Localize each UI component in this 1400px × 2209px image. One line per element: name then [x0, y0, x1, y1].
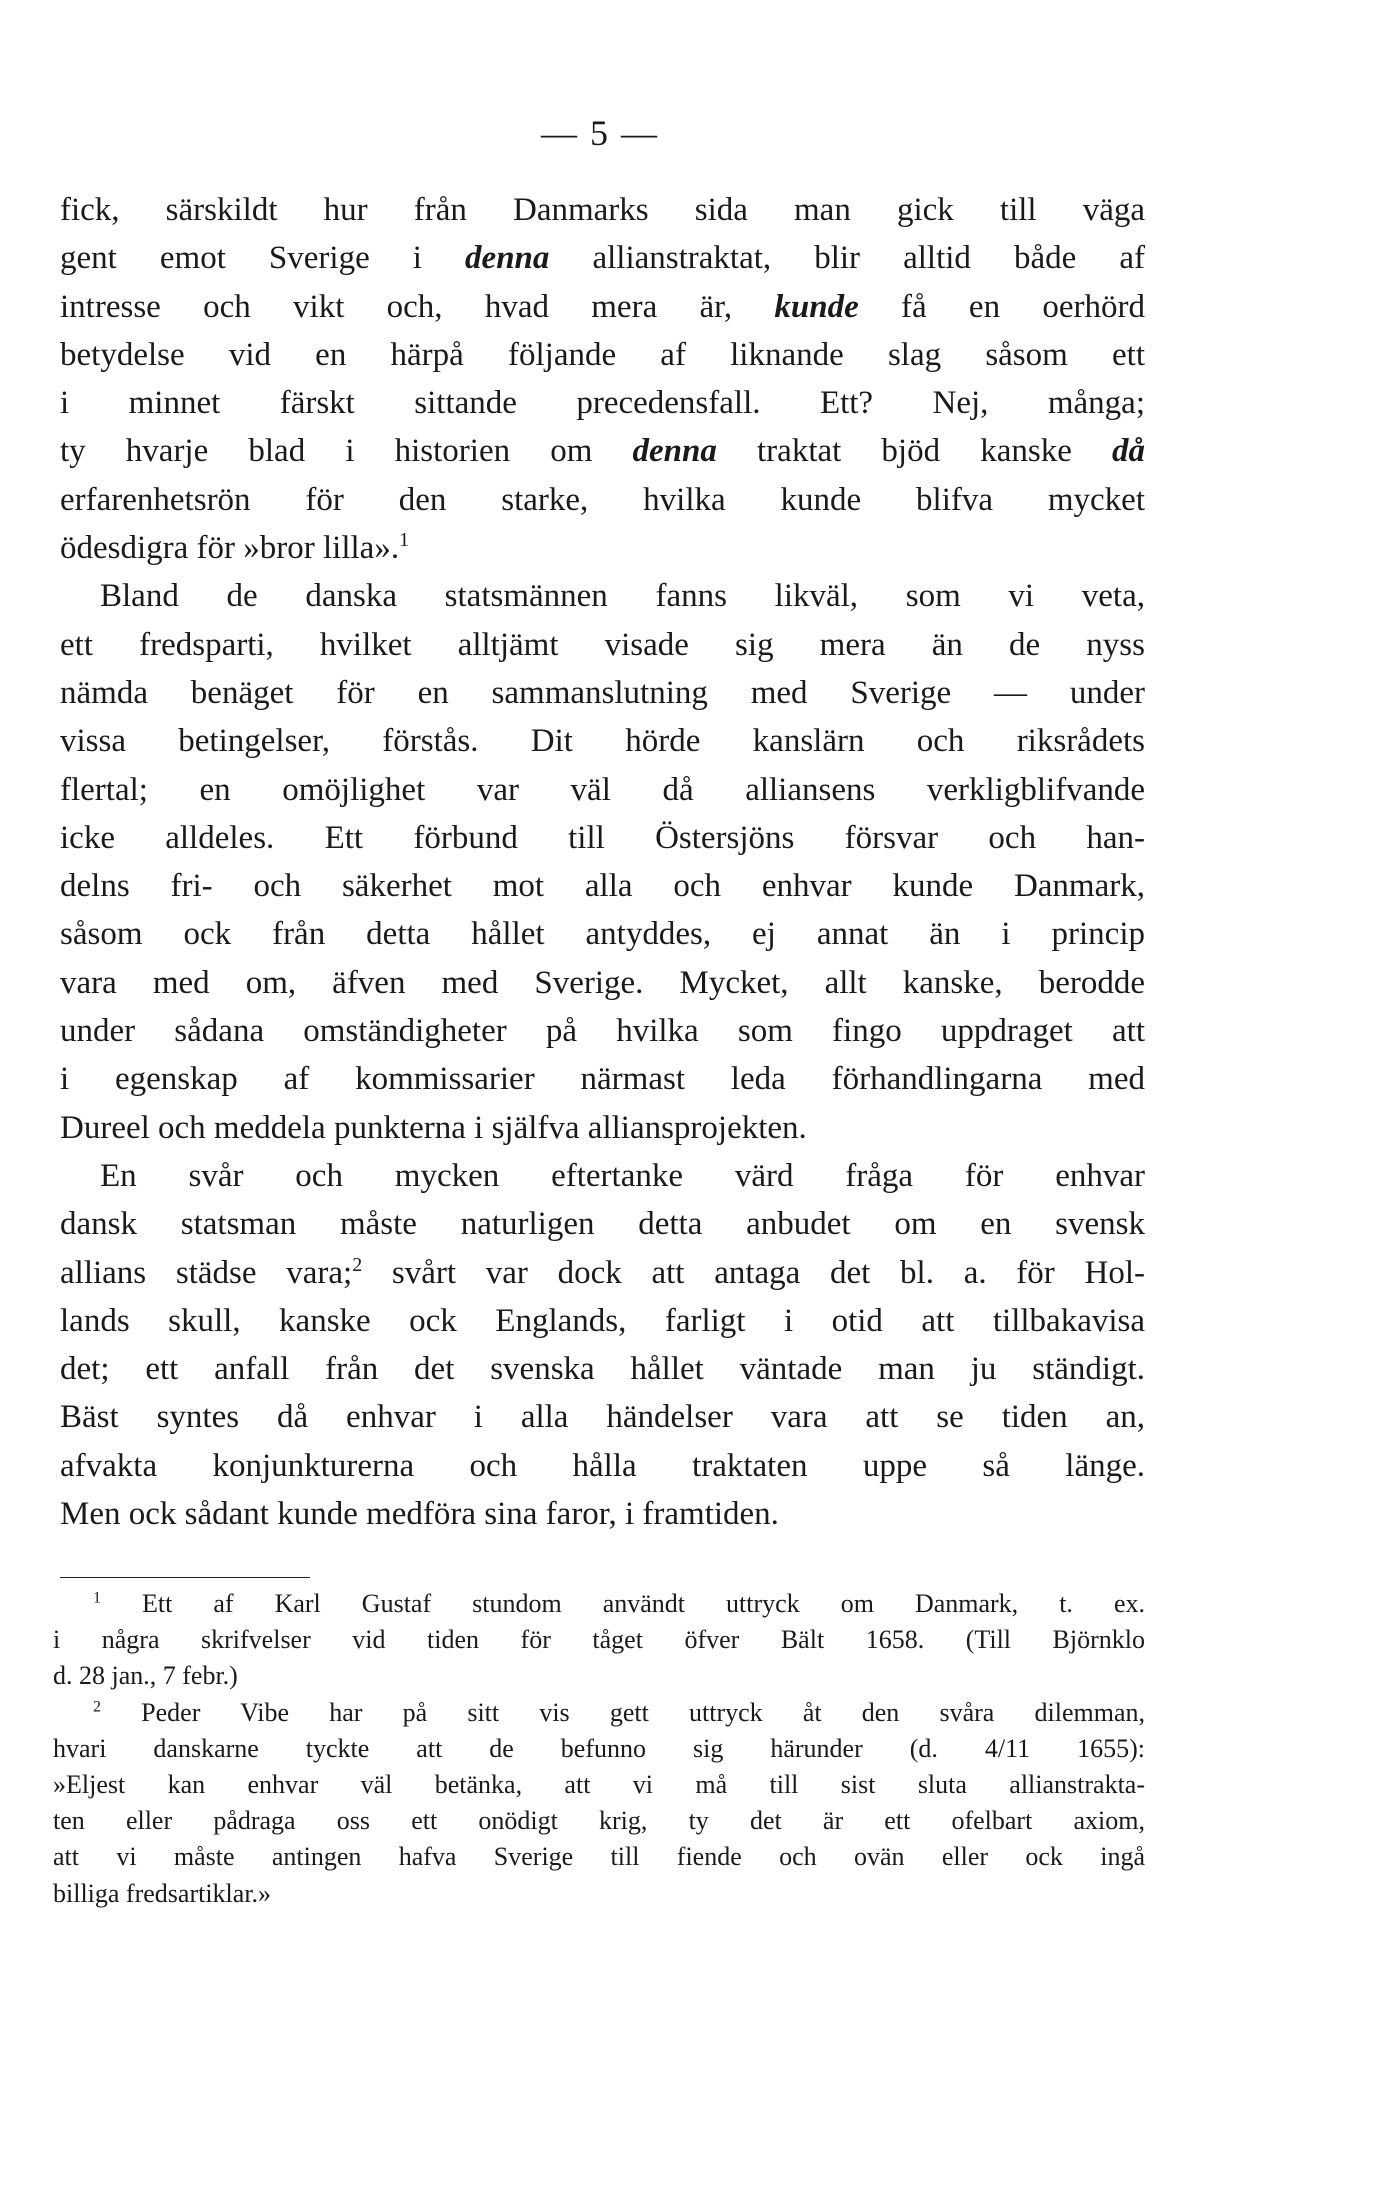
text-line: lands skull, kanske ock Englands, farligt i otid att tillbakavisa: [60, 1302, 1145, 1339]
text-line: betydelse vid en härpå följande af liknande slag såsom ett: [60, 336, 1145, 373]
footnote-line: hvari danskarne tyckte att de befunno sig härunder (d. 4/11 1655):: [53, 1733, 1145, 1763]
footnotes: [53, 1586, 1145, 1912]
text-line: i minnet färskt sittande precedensfall. Ett? Nej, många;: [60, 385, 1145, 422]
text-line: erfarenhetsrön för den starke, hvilka kunde blifva mycket: [60, 481, 1145, 518]
footnote-line: d. 28 jan., 7 febr.): [53, 1661, 238, 1691]
text-line: Bäst syntes då enhvar i alla händelser vara att se tiden an,: [60, 1399, 1145, 1436]
text-line: icke alldeles. Ett förbund till Östersjöns försvar och han-: [60, 819, 1145, 856]
footnote-line: $^2$ Peder Vibe har på sitt vis gett uttryck åt den svåra dilemman,: [93, 1697, 1145, 1727]
emphasis: då: [1112, 433, 1145, 470]
text-line: ödesdigra för »bror lilla».$^1$: [60, 529, 410, 567]
text-line: såsom ock från detta hållet antyddes, ej annat än i princip: [60, 916, 1145, 953]
footnote-mark: 2: [93, 1697, 101, 1715]
text-line: delns fri- och säkerhet mot alla och enhvar kunde Danmark,: [60, 868, 1145, 905]
footnote-line: ten eller pådraga oss ett onödigt krig, ty det är ett ofelbart axiom,: [53, 1806, 1145, 1836]
footnote-line: »Eljest kan enhvar väl betänka, att vi må till sist sluta allianstrakta-: [53, 1769, 1145, 1799]
text-line: fick, särskildt hur från Danmarks sida man gick till väga: [60, 192, 1145, 228]
text-line: i egenskap af kommissarier närmast leda förhandlingarna med: [60, 1061, 1145, 1098]
paragraph-start: En svår och mycken eftertanke värd fråga för enhvar: [100, 1157, 1145, 1194]
footnote-ref: 2: [352, 1253, 363, 1276]
text-line: gent emot Sverige i denna allianstraktat, blir alltid både af: [60, 240, 1145, 277]
text-line: Dureel och meddela punkterna i själfva alliansprojekten.: [60, 1109, 807, 1146]
footnote-line: billiga fredsartiklar.»: [53, 1878, 272, 1908]
footnote-mark: 1: [93, 1589, 101, 1607]
text-line: allians städse vara;$^2$ svårt var dock att antaga det bl. a. för Hol-: [60, 1253, 1145, 1291]
footnote-line: att vi måste antingen hafva Sverige till fiende och ovän eller ock ingå: [53, 1842, 1145, 1872]
main-text: [60, 186, 1145, 1538]
paragraph-start: Bland de danska statsmännen fanns likväl, som vi veta,: [100, 578, 1145, 615]
text-line: dansk statsman måste naturligen detta anbudet om en svensk: [60, 1206, 1145, 1243]
text-line: nämda benäget för en sammanslutning med Sverige — under: [60, 674, 1145, 711]
text-line: afvakta konjunkturerna och hålla traktaten uppe så länge.: [60, 1447, 1145, 1484]
emphasis: denna: [465, 240, 550, 277]
text-line: vara med om, äfven med Sverige. Mycket, allt kanske, berodde: [60, 964, 1145, 1001]
text-line: vissa betingelser, förstås. Dit hörde kanslärn och riksrådets: [60, 723, 1145, 760]
page-number: — 5 —: [541, 113, 659, 153]
footnote-line: i några skrifvelser vid tiden för tåget öfver Bält 1658. (Till Björnklo: [53, 1625, 1145, 1655]
text-line: under sådana omständigheter på hvilka som fingo uppdraget att: [60, 1013, 1145, 1050]
emphasis: denna: [632, 433, 717, 470]
footnote-divider: [60, 1577, 310, 1578]
emphasis: kunde: [774, 288, 859, 325]
footnote-ref: 1: [399, 529, 410, 552]
text-line: ty hvarje blad i historien om denna traktat bjöd kanske då: [60, 433, 1145, 470]
text-line: Men ock sådant kunde medföra sina faror, i framtiden.: [60, 1496, 779, 1533]
text-line: det; ett anfall från det svenska hållet väntade man ju ständigt.: [60, 1351, 1145, 1388]
text-line: ett fredsparti, hvilket alltjämt visade sig mera än de nyss: [60, 626, 1145, 663]
date-fraction: 4/11: [984, 1733, 1031, 1763]
footnote-line: $^1$ Ett af Karl Gustaf stundom användt uttryck om Danmark, t. ex.: [93, 1589, 1145, 1618]
text-line: flertal; en omöjlighet var väl då alliansens verkligblifvande: [60, 771, 1145, 808]
text-line: intresse och vikt och, hvad mera är, kunde få en oerhörd: [60, 288, 1145, 325]
